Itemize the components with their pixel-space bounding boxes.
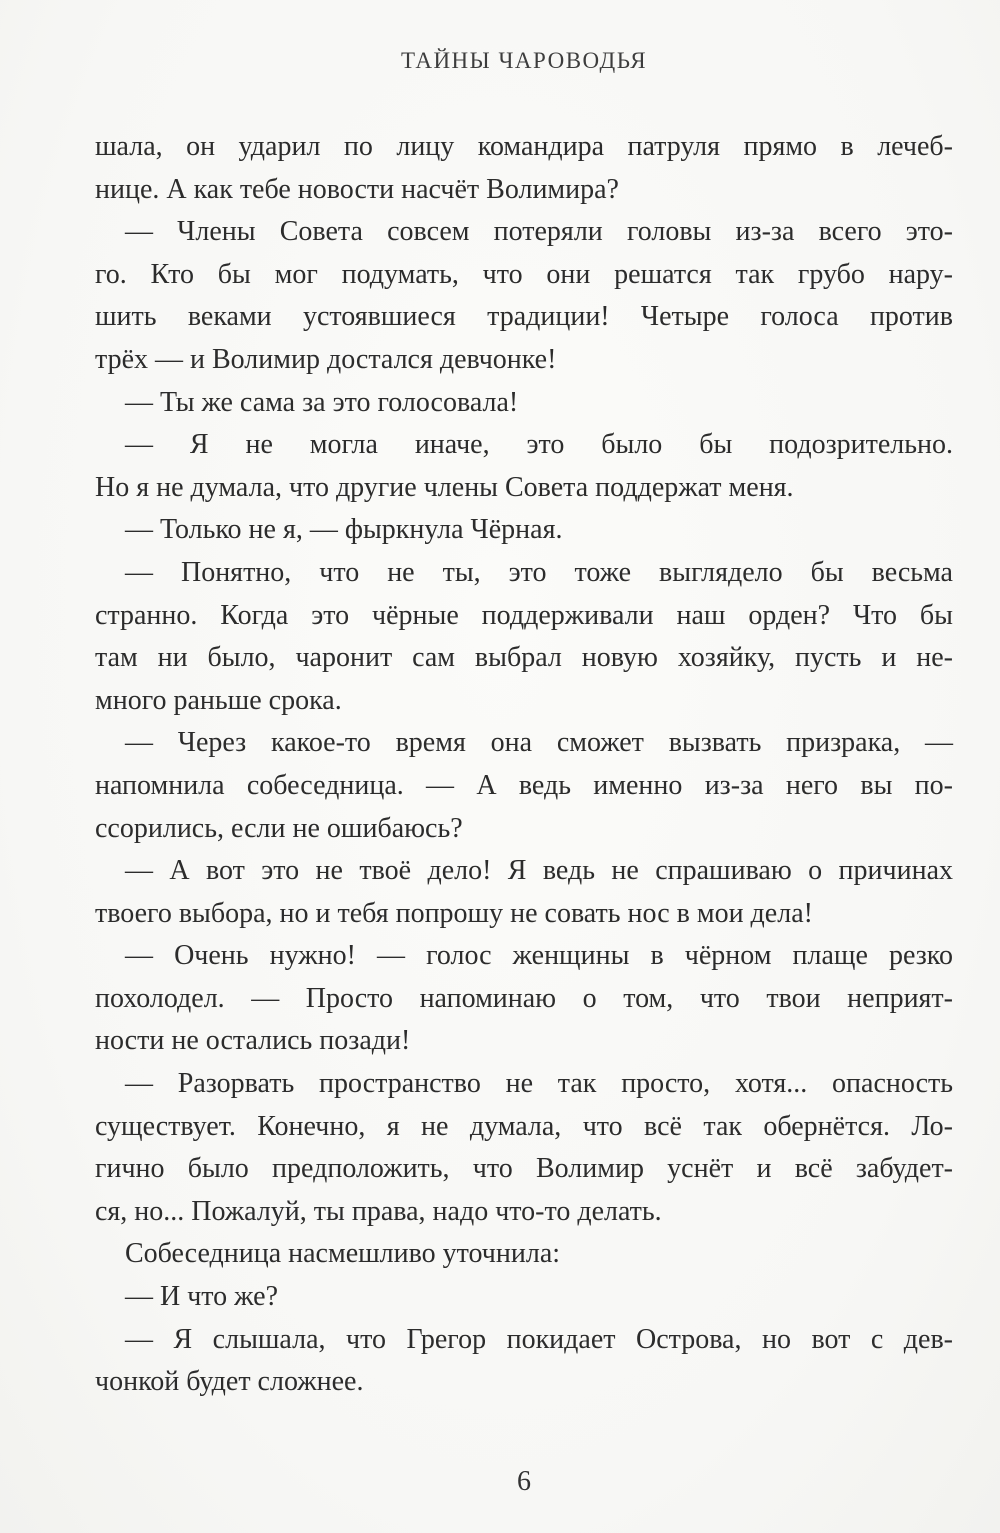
paragraph <box>95 1233 953 1276</box>
text-line: напомнила собеседница. — А ведь именно из-за него вы по- <box>95 769 953 801</box>
text-line: там ни было, чаронит сам выбрал новую хозяйку, пусть и не- <box>95 642 953 674</box>
text-line: — Очень нужно! — голос женщины в чёрном плаще резко <box>125 940 953 972</box>
text-line: чонкой будет сложнее. <box>95 1366 364 1398</box>
text-line: — И что же? <box>125 1281 279 1313</box>
text-line: Но я не думала, что другие члены Совета поддержат меня. <box>95 471 794 503</box>
text-line: — Я не могла иначе, это было бы подозрительно. <box>125 429 953 461</box>
text-line: — Члены Совета совсем потеряли головы из-за всего это- <box>125 216 953 248</box>
text-line: — Разорвать пространство не так просто, хотя... опасность <box>125 1068 953 1100</box>
paragraph <box>95 424 953 509</box>
paragraph <box>95 552 953 722</box>
text-line: твоего выбора, но и тебя попрошу не совать нос в мои дела! <box>95 897 813 929</box>
text-line: — Я слышала, что Грегор покидает Острова, но вот с дев- <box>125 1323 953 1355</box>
text-line: Собеседница насмешливо уточнила: <box>125 1238 561 1270</box>
text-line: странно. Когда это чёрные поддерживали наш орден? Что бы <box>95 599 953 631</box>
text-line: трёх — и Волимир достался девчонке! <box>95 343 557 375</box>
text-line: — А вот это не твоё дело! Я ведь не спрашиваю о причинах <box>125 855 953 887</box>
text-line: ности не остались позади! <box>95 1025 411 1057</box>
paragraph <box>95 509 953 552</box>
text-line: ся, но... Пожалуй, ты права, надо что-то делать. <box>95 1195 662 1227</box>
paragraph <box>95 1063 953 1233</box>
text-line: гично было предположить, что Волимир уснёт и всё забудет- <box>95 1153 953 1185</box>
page-text-body <box>95 126 953 1404</box>
page-number: 6 <box>517 1466 531 1497</box>
paragraph <box>95 382 953 425</box>
text-line: го. Кто бы мог подумать, что они решатся так грубо нару- <box>95 258 953 290</box>
paragraph <box>95 850 953 935</box>
paragraph <box>95 1276 953 1319</box>
text-line: шить веками устоявшиеся традиции! Четыре голоса против <box>95 301 953 333</box>
paragraph <box>95 126 953 211</box>
text-line: — Понятно, что не ты, это тоже выглядело бы весьма <box>125 556 953 588</box>
text-line: нице. А как тебе новости насчёт Волимира? <box>95 173 619 205</box>
text-line: — Ты же сама за это голосовала! <box>125 386 519 418</box>
text-line: похолодел. — Просто напоминаю о том, что твои неприят- <box>95 982 953 1014</box>
paragraph <box>95 935 953 1063</box>
text-line: ссорились, если не ошибаюсь? <box>95 812 463 844</box>
text-line: существует. Конечно, я не думала, что всё так обернётся. Ло- <box>95 1110 953 1142</box>
paragraph <box>95 722 953 850</box>
paragraph <box>95 211 953 381</box>
running-header: ТАЙНЫ ЧАРОВОДЬЯ <box>400 48 648 73</box>
text-line: — Только не я, — фыркнула Чёрная. <box>125 514 563 546</box>
text-line: — Через какое-то время она сможет вызвать призрака, — <box>125 727 953 759</box>
text-line: много раньше срока. <box>95 684 342 716</box>
text-line: шала, он ударил по лицу командира патруля прямо в лечеб- <box>95 131 953 162</box>
paragraph <box>95 1319 953 1404</box>
